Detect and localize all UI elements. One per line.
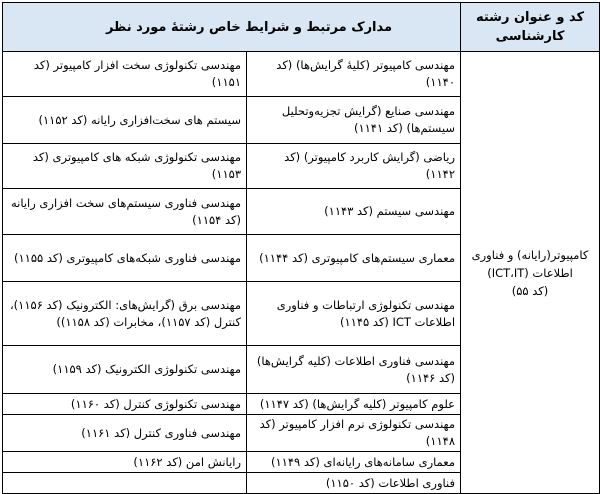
related-degree-cell: مهندسی تکنولوژی سخت افزار کامپیوتر (کد ۱۱۵۱) (3, 52, 247, 97)
header-field-title: کد و عنوان رشته کارشناسی (461, 3, 600, 52)
related-degree-cell: مهندسی صنایع (گرایش تجزیه‌وتحلیل سیستم‌ها) (کد ۱۱۴۱) (247, 97, 461, 144)
table-row (3, 52, 600, 97)
related-degree-cell: مهندسی تکنولوژی کنترل (کد ۱۱۶۰) (3, 394, 247, 415)
related-degree-cell (3, 473, 247, 494)
header-docs-title: مدارک مرتبط و شرایط خاص رشتهٔ مورد نظر (3, 3, 461, 52)
related-degree-cell: مهندسی برق (گرایش‌های: الکترونیک (کد ۱۱۵۶)، کنترل (کد ۱۱۵۷)، مخابرات (کد ۱۱۵۸)) (3, 282, 247, 346)
field-code: (کد ۵۵) (511, 283, 549, 298)
related-degree-cell: رایانش امن (کد ۱۱۶۲) (3, 452, 247, 473)
header-row (3, 3, 600, 52)
field-cell (461, 52, 600, 494)
related-degree-cell: مهندسی سیستم (کد ۱۱۴۳) (247, 189, 461, 235)
related-degree-cell: مهندسی تکنولوژی شبکه های کامپیوتری (کد ۱۱۵۳) (3, 144, 247, 189)
related-degree-cell: سیستم های سخت‌افزاری رایانه (کد ۱۱۵۲) (3, 97, 247, 144)
related-degree-cell: ریاضی (گرایش کاربرد کامپیوتر) (کد ۱۱۴۲) (247, 144, 461, 189)
related-degree-cell: مهندسی فناوری اطلاعات (کلیه گرایش‌ها) (کد ۱۱۴۶) (247, 346, 461, 394)
related-degree-cell: معماری سامانه‌های رایانه‌ای (کد ۱۱۴۹) (247, 452, 461, 473)
related-degree-cell: معماری سیستم‌های کامپیوتری (کد ۱۱۴۴) (247, 235, 461, 282)
related-degree-cell: مهندسی فناوری سیستم‌های سخت افزاری رایانه (کد ۱۱۵۴) (3, 189, 247, 235)
related-degree-cell: فناوری اطلاعات (کد ۱۱۵۰) (247, 473, 461, 494)
related-degree-cell: مهندسی تکنولوژی ارتباطات و فناوری اطلاعات ICT (کد ۱۱۴۵) (247, 282, 461, 346)
majors-table (2, 2, 600, 494)
field-name: کامپیوتر(رایانه) و فناوری اطلاعات (ICT،IT) (471, 247, 589, 280)
related-degree-cell: مهندسی کامپیوتر (کلیهٔ گرایش‌ها) (کد ۱۱۴۰) (247, 52, 461, 97)
related-degree-cell: مهندسی فناوری کنترل (کد ۱۱۶۱) (3, 415, 247, 452)
related-degree-cell: مهندسی تکنولوژی نرم افزار کامپیوتر (کد ۱۱۴۸) (247, 415, 461, 452)
related-degree-cell: مهندسی تکنولوژی الکترونیک (کد ۱۱۵۹) (3, 346, 247, 394)
related-degree-cell: علوم کامپیوتر (کلیه گرایش‌ها) (کد ۱۱۴۷) (247, 394, 461, 415)
related-degree-cell: مهندسی فناوری شبکه‌های کامپیوتری (کد ۱۱۵۵) (3, 235, 247, 282)
